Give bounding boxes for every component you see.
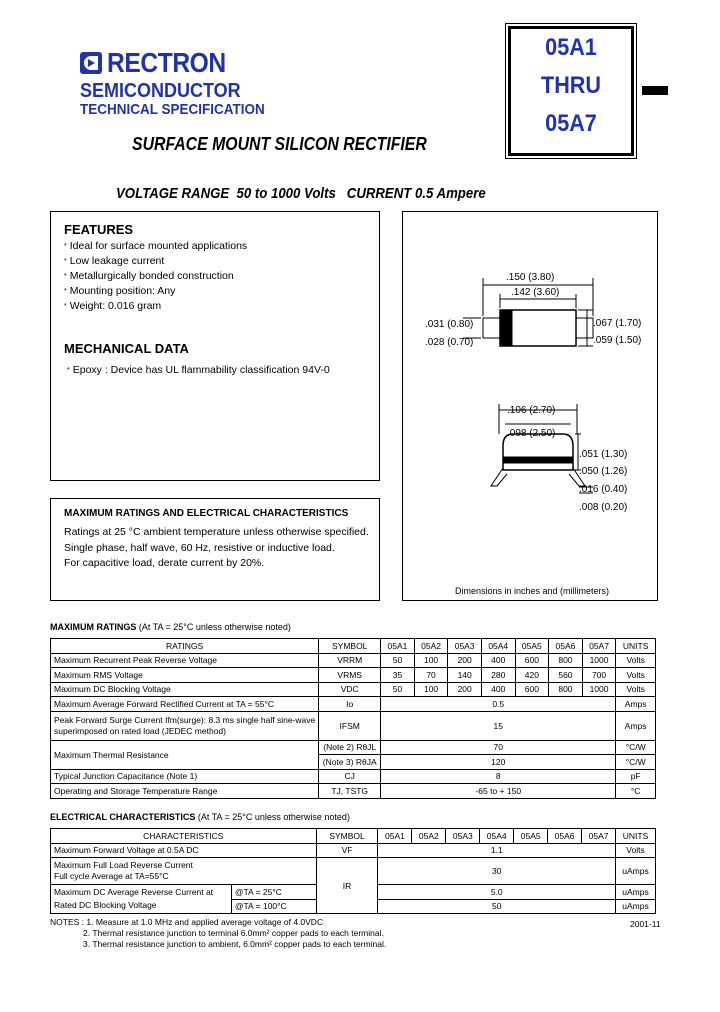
table-row [51, 784, 656, 799]
char-value: 1.1 [378, 843, 616, 858]
document-title: SURFACE MOUNT SILICON RECTIFIER [132, 134, 427, 154]
header-cell: 05A5 [515, 639, 549, 654]
table-row [51, 711, 656, 740]
max-ratings-table [50, 638, 656, 799]
char-condition: @TA = 100°C [231, 899, 316, 914]
char-value: 30 [378, 858, 616, 885]
dim-lead-width-min: .028 (0.70) [425, 337, 474, 348]
elec-caption-cond: (At TA = 25°C unless otherwise noted) [195, 812, 350, 822]
rating-unit: °C/W [616, 755, 656, 770]
electrical-table [50, 828, 656, 914]
ratings-heading: MAXIMUM RATINGS AND ELECTRICAL CHARACTERISTICS [64, 508, 349, 519]
dim-side-inner: .098 (2.50) [507, 428, 556, 439]
rating-label: Maximum RMS Voltage [51, 668, 319, 683]
rating-value: 100 [414, 653, 448, 668]
rating-unit: Volts [616, 668, 656, 683]
char-label [51, 885, 232, 914]
cathode-band [500, 310, 512, 346]
header-cell: 05A2 [414, 639, 448, 654]
rating-label [51, 711, 319, 740]
char-unit: uAmps [616, 858, 656, 885]
dim-height-max: .051 (1.30) [579, 449, 628, 460]
rating-value: 50 [381, 653, 415, 668]
side-band [503, 457, 573, 463]
rating-value: 600 [515, 653, 549, 668]
elec-caption [50, 812, 350, 822]
rating-value: 800 [549, 682, 583, 697]
ratings-line: For capacitive load, derate current by 20%. [64, 557, 265, 569]
header-cell: 05A3 [446, 829, 480, 844]
rating-unit: Amps [616, 697, 656, 712]
table-row [51, 668, 656, 683]
dim-lead-width-max: .031 (0.80) [425, 319, 474, 330]
voltage-range: VOLTAGE RANGE 50 to 1000 Volts CURRENT 0.5 Ampere [116, 185, 486, 202]
max-ratings-caption-bold: MAXIMUM RATINGS [50, 622, 137, 632]
part-to: 05A7 [545, 110, 597, 137]
header-cell: 05A7 [582, 829, 616, 844]
part-number-box [508, 26, 634, 156]
rating-value: 1000 [582, 682, 616, 697]
rating-value: 200 [448, 653, 482, 668]
doc-type: TECHNICAL SPECIFICATION [80, 101, 265, 118]
rectron-logo-icon [80, 52, 102, 74]
lead-right [576, 318, 593, 338]
header-cell: 05A2 [412, 829, 446, 844]
rating-value: 800 [549, 653, 583, 668]
rating-value: 280 [481, 668, 515, 683]
char-label-line: Maximum DC Average Reverse Current at [54, 887, 214, 897]
header-cell: 05A6 [549, 639, 583, 654]
notes: NOTES : 1. Measure at 1.0 MHz and applied average voltage of 4.0VDC 2. Thermal resistance junction to terminal 6.0mm² copper pads to each terminal. 3. Thermal resistance junction to ambient, 6.0mm² copper pads to each terminal. [50, 917, 387, 949]
char-value: 50 [378, 899, 616, 914]
max-ratings-caption [50, 622, 291, 632]
dim-body-width-min: .059 (1.50) [593, 335, 642, 346]
rating-value: 70 [381, 740, 616, 755]
table-header-row [51, 829, 656, 844]
rating-label-line: superimposed on rated load (JEDEC method) [54, 725, 226, 736]
feature-item: * Metallurgically bonded construction [64, 269, 247, 284]
rating-value: 100 [414, 682, 448, 697]
dim-side-outer: .106 (2.70) [507, 405, 556, 416]
features-list [64, 239, 247, 314]
ratings-intro-box [50, 498, 380, 601]
table-header-row [51, 639, 656, 654]
char-label-line: Rated DC Blocking Voltage [54, 900, 157, 910]
elec-caption-bold: ELECTRICAL CHARACTERISTICS [50, 812, 196, 822]
rating-value: 15 [381, 711, 616, 740]
table-row [51, 740, 656, 755]
dim-lead-thick-min: .008 (0.20) [579, 502, 628, 513]
mechanical-item: * Epoxy : Device has UL flammability classification 94V-0 [67, 363, 330, 378]
lead-left [483, 318, 500, 338]
features-box [50, 211, 380, 481]
header-cell: 05A5 [514, 829, 548, 844]
ratings-line: Ratings at 25 °C ambient temperature unless otherwise specified. [64, 526, 369, 538]
rating-value: 600 [515, 682, 549, 697]
brand-name: RECTRON [107, 47, 226, 78]
char-unit: uAmps [616, 885, 656, 900]
rating-value: 70 [414, 668, 448, 683]
rating-value: 200 [448, 682, 482, 697]
rating-label: Maximum Recurrent Peak Reverse Voltage [51, 653, 319, 668]
features-heading: FEATURES [64, 222, 134, 237]
rating-value: 1000 [582, 653, 616, 668]
ratings-conditions [64, 525, 369, 572]
feature-item: * Low leakage current [64, 254, 247, 269]
char-unit: Volts [616, 843, 656, 858]
rating-label: Maximum Average Forward Rectified Current at TA = 55°C [51, 697, 319, 712]
dim-body-width-max: .067 (1.70) [593, 318, 642, 329]
table-row [51, 697, 656, 712]
rating-value: 8 [381, 769, 616, 784]
rating-value: 0.5 [381, 697, 616, 712]
part-thru: THRU [541, 72, 601, 99]
rating-unit: pF [616, 769, 656, 784]
rating-value: 560 [549, 668, 583, 683]
rating-symbol: (Note 2) RθJL [319, 740, 381, 755]
dim-length-inner: .142 (3.60) [511, 287, 560, 298]
rating-value: 140 [448, 668, 482, 683]
brand-subtitle: SEMICONDUCTOR [80, 80, 241, 102]
rating-value: 120 [381, 755, 616, 770]
header-cell: CHARACTERISTICS [51, 829, 317, 844]
rating-value: 50 [381, 682, 415, 697]
rating-label: Operating and Storage Temperature Range [51, 784, 319, 799]
header-cell: 05A1 [378, 829, 412, 844]
rating-value: -65 to + 150 [381, 784, 616, 799]
package-outline-drawing [403, 212, 657, 600]
header-rule-right [642, 86, 668, 95]
mechanical-list [67, 363, 330, 378]
ratings-line: Single phase, half wave, 60 Hz, resistive or inductive load. [64, 541, 335, 554]
rating-unit: °C [616, 784, 656, 799]
feature-item: * Ideal for surface mounted applications [64, 239, 247, 254]
char-label: Maximum Forward Voltage at 0.5A DC [51, 843, 317, 858]
rating-label: Maximum DC Blocking Voltage [51, 682, 319, 697]
rating-label-line: Peak Forward Surge Current Ifm(surge): 8.3 ms single half sine-wave [54, 714, 316, 725]
dimensions-caption: Dimensions in inches and (millimeters) [455, 586, 610, 596]
rating-value: 400 [481, 682, 515, 697]
header-cell: 05A4 [480, 829, 514, 844]
rating-label: Typical Junction Capacitance (Note 1) [51, 769, 319, 784]
char-symbol: IR [316, 858, 378, 914]
table-row [51, 769, 656, 784]
header-cell: RATINGS [51, 639, 319, 654]
char-unit: uAmps [616, 899, 656, 914]
table-row [51, 843, 656, 858]
dim-height-min: .050 (1.26) [579, 466, 628, 477]
mechanical-heading: MECHANICAL DATA [64, 341, 189, 356]
rating-symbol: IFSM [319, 711, 381, 740]
rating-value: 700 [582, 668, 616, 683]
char-symbol: VF [316, 843, 378, 858]
dim-lead-thick-max: .016 (0.40) [579, 484, 628, 495]
table-row [51, 858, 656, 885]
dimensions-box [402, 211, 658, 601]
rating-symbol: Io [319, 697, 381, 712]
rating-label: Maximum Thermal Resistance [51, 740, 319, 769]
rating-symbol: VRRM [319, 653, 381, 668]
feature-item: * Weight: 0.016 gram [64, 299, 247, 314]
char-label-line: Maximum Full Load Reverse Current [54, 860, 193, 870]
rating-symbol: VRMS [319, 668, 381, 683]
table-row [51, 682, 656, 697]
header-cell: 05A6 [548, 829, 582, 844]
rating-symbol: (Note 3) RθJA [319, 755, 381, 770]
header-cell: 05A3 [448, 639, 482, 654]
header-cell: 05A1 [381, 639, 415, 654]
rating-value: 35 [381, 668, 415, 683]
char-label-line: Full cycle Average at TA=55°C [54, 871, 169, 881]
table-row [51, 653, 656, 668]
char-value: 5.0 [378, 885, 616, 900]
rating-unit: Amps [616, 711, 656, 740]
header-cell: 05A7 [582, 639, 616, 654]
rating-unit: °C/W [616, 740, 656, 755]
rating-unit: Volts [616, 653, 656, 668]
rating-value: 400 [481, 653, 515, 668]
rating-symbol: VDC [319, 682, 381, 697]
header-cell: UNITS [616, 639, 656, 654]
part-from: 05A1 [545, 34, 597, 61]
rating-symbol: TJ, TSTG [319, 784, 381, 799]
dim-length-outer: .150 (3.80) [506, 272, 555, 283]
revision-code: 2001-11 [630, 919, 661, 929]
max-ratings-caption-cond: (At TA = 25°C unless otherwise noted) [136, 622, 291, 632]
header-cell: SYMBOL [319, 639, 381, 654]
rating-symbol: CJ [319, 769, 381, 784]
char-label [51, 858, 317, 885]
rating-unit: Volts [616, 682, 656, 697]
header-cell: UNITS [616, 829, 656, 844]
char-condition: @TA = 25°C [231, 885, 316, 900]
feature-item: * Mounting position: Any [64, 284, 247, 299]
package-side-body [503, 434, 573, 470]
header-cell: SYMBOL [316, 829, 378, 844]
rating-value: 420 [515, 668, 549, 683]
header-cell: 05A4 [481, 639, 515, 654]
